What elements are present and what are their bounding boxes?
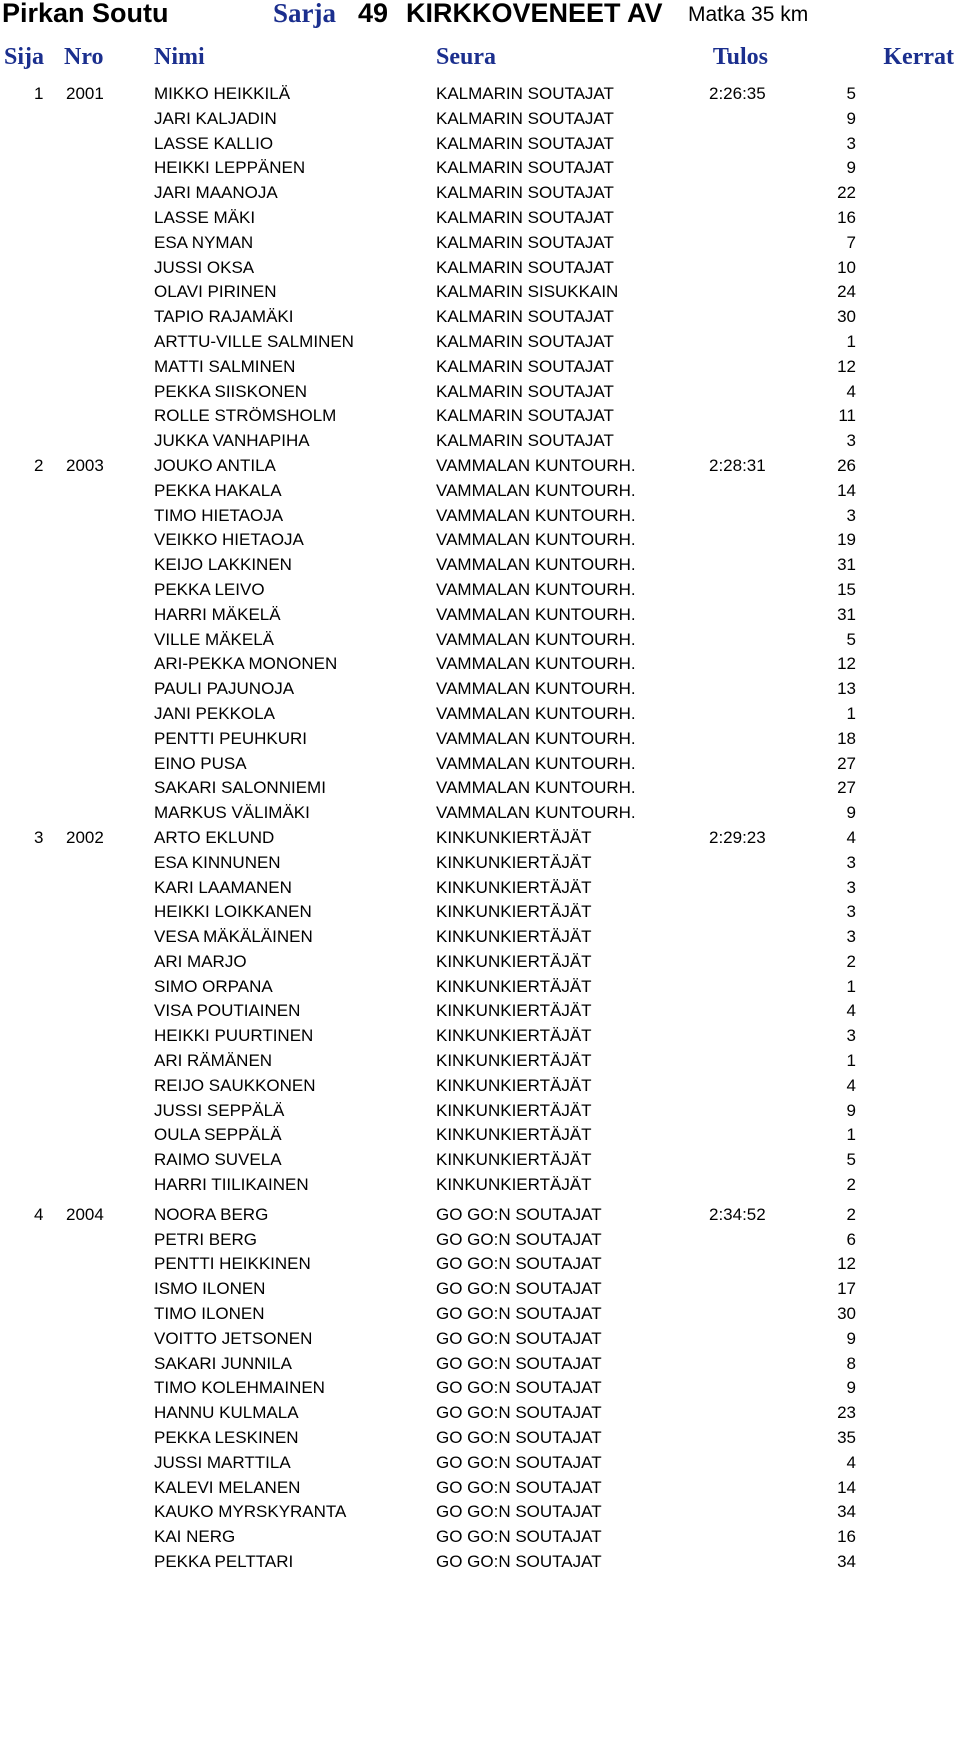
- header-nro: Nro: [64, 44, 104, 70]
- name-cell: HANNU KULMALA: [154, 1403, 299, 1423]
- name-cell: KAI NERG: [154, 1527, 236, 1547]
- kerrat-cell: 16: [837, 207, 856, 227]
- kerrat-cell: 4: [846, 1452, 856, 1472]
- table-row: [0, 578, 960, 603]
- kerrat-cell: 3: [846, 877, 856, 897]
- kerrat-cell: 1: [846, 1125, 856, 1145]
- club-cell: KINKUNKIERTÄJÄT: [436, 877, 592, 897]
- name-cell: VESA MÄKÄLÄINEN: [154, 927, 313, 947]
- kerrat-cell: 8: [846, 1353, 856, 1373]
- kerrat-cell: 5: [846, 629, 856, 649]
- table-row: [0, 1049, 960, 1074]
- results-table: [0, 82, 960, 1575]
- table-row: [0, 553, 960, 578]
- result-time-cell: 2:34:52: [709, 1204, 766, 1224]
- kerrat-cell: 12: [837, 1254, 856, 1274]
- club-cell: GO GO:N SOUTAJAT: [436, 1204, 602, 1224]
- name-cell: PEKKA HAKALA: [154, 480, 282, 500]
- club-cell: KALMARIN SOUTAJAT: [436, 84, 614, 103]
- club-cell: KINKUNKIERTÄJÄT: [436, 902, 592, 922]
- club-cell: VAMMALAN KUNTOURH.: [436, 703, 636, 723]
- club-cell: GO GO:N SOUTAJAT: [436, 1428, 602, 1448]
- kerrat-cell: 30: [837, 307, 856, 327]
- kerrat-cell: 35: [837, 1428, 856, 1448]
- table-row: [0, 231, 960, 256]
- club-cell: KALMARIN SOUTAJAT: [436, 207, 614, 227]
- club-cell: VAMMALAN KUNTOURH.: [436, 555, 636, 575]
- club-cell: VAMMALAN KUNTOURH.: [436, 455, 636, 475]
- name-cell: JANI PEKKOLA: [154, 703, 275, 723]
- kerrat-cell: 27: [837, 753, 856, 773]
- name-cell: MATTI SALMINEN: [154, 356, 296, 376]
- club-cell: KALMARIN SOUTAJAT: [436, 331, 614, 351]
- club-cell: VAMMALAN KUNTOURH.: [436, 579, 636, 599]
- name-cell: SIMO ORPANA: [154, 976, 273, 996]
- header-kerrat: Kerrat: [883, 44, 954, 70]
- table-row: [0, 1148, 960, 1173]
- kerrat-cell: 3: [846, 133, 856, 153]
- name-cell: ROLLE STRÖMSHOLM: [154, 406, 337, 426]
- club-cell: KINKUNKIERTÄJÄT: [436, 1026, 592, 1046]
- club-cell: KALMARIN SOUTAJAT: [436, 406, 614, 426]
- table-row: [0, 1252, 960, 1277]
- nro-cell: 2002: [66, 827, 104, 847]
- club-cell: KALMARIN SOUTAJAT: [436, 133, 614, 153]
- table-row: [0, 206, 960, 231]
- name-cell: LASSE KALLIO: [154, 133, 274, 153]
- club-cell: VAMMALAN KUNTOURH.: [436, 505, 636, 525]
- club-cell: KALMARIN SOUTAJAT: [436, 183, 614, 203]
- kerrat-cell: 5: [846, 84, 856, 103]
- club-cell: KALMARIN SOUTAJAT: [436, 307, 614, 327]
- club-cell: GO GO:N SOUTAJAT: [436, 1304, 602, 1324]
- table-row: [0, 876, 960, 901]
- club-cell: KALMARIN SOUTAJAT: [436, 431, 614, 451]
- kerrat-cell: 3: [846, 902, 856, 922]
- table-row: [0, 479, 960, 504]
- name-cell: VEIKKO HIETAOJA: [154, 530, 304, 550]
- name-cell: PENTTI HEIKKINEN: [154, 1254, 311, 1274]
- table-row: [0, 1277, 960, 1302]
- kerrat-cell: 13: [837, 679, 856, 699]
- table-row: [0, 1550, 960, 1575]
- club-cell: GO GO:N SOUTAJAT: [436, 1328, 602, 1348]
- table-row: [0, 1327, 960, 1352]
- table-row: [0, 1123, 960, 1148]
- name-cell: HARRI TIILIKAINEN: [154, 1175, 309, 1195]
- team-first-row: [0, 1203, 960, 1228]
- table-row: [0, 999, 960, 1024]
- kerrat-cell: 16: [837, 1527, 856, 1547]
- kerrat-cell: 15: [837, 579, 856, 599]
- class-name: KIRKKOVENEET AV: [406, 0, 663, 28]
- kerrat-cell: 30: [837, 1304, 856, 1324]
- name-cell: PEKKA SIISKONEN: [154, 381, 308, 401]
- club-cell: KINKUNKIERTÄJÄT: [436, 951, 592, 971]
- kerrat-cell: 14: [837, 1477, 856, 1497]
- nro-cell: 2001: [66, 84, 104, 103]
- club-cell: GO GO:N SOUTAJAT: [436, 1229, 602, 1249]
- sarja-label: Sarja: [273, 0, 336, 28]
- name-cell: JUKKA VANHAPIHA: [154, 431, 310, 451]
- kerrat-cell: 4: [846, 1075, 856, 1095]
- name-cell: MIKKO HEIKKILÄ: [154, 84, 291, 103]
- column-headers: [0, 44, 960, 80]
- table-row: [0, 950, 960, 975]
- club-cell: KALMARIN SOUTAJAT: [436, 232, 614, 252]
- name-cell: HEIKKI LEPPÄNEN: [154, 158, 306, 178]
- club-cell: GO GO:N SOUTAJAT: [436, 1477, 602, 1497]
- club-cell: KINKUNKIERTÄJÄT: [436, 1051, 592, 1071]
- club-cell: VAMMALAN KUNTOURH.: [436, 480, 636, 500]
- table-row: [0, 380, 960, 405]
- kerrat-cell: 12: [837, 654, 856, 674]
- sija-cell: 2: [34, 455, 44, 475]
- club-cell: GO GO:N SOUTAJAT: [436, 1254, 602, 1274]
- club-cell: VAMMALAN KUNTOURH.: [436, 654, 636, 674]
- kerrat-cell: 1: [846, 703, 856, 723]
- name-cell: JUSSI OKSA: [154, 257, 255, 277]
- name-cell: KAUKO MYRSKYRANTA: [154, 1502, 347, 1522]
- name-cell: EINO PUSA: [154, 753, 247, 773]
- name-cell: ARTO EKLUND: [154, 827, 275, 847]
- table-row: [0, 156, 960, 181]
- club-cell: VAMMALAN KUNTOURH.: [436, 728, 636, 748]
- name-cell: PEKKA PELTTARI: [154, 1552, 294, 1572]
- table-row: [0, 1525, 960, 1550]
- name-cell: SAKARI SALONNIEMI: [154, 778, 326, 798]
- table-row: [0, 702, 960, 727]
- club-cell: KALMARIN SOUTAJAT: [436, 356, 614, 376]
- header-sija: Sija: [4, 44, 45, 70]
- kerrat-cell: 6: [846, 1229, 856, 1249]
- name-cell: HEIKKI LOIKKANEN: [154, 902, 312, 922]
- kerrat-cell: 9: [846, 803, 856, 823]
- club-cell: VAMMALAN KUNTOURH.: [436, 604, 636, 624]
- header-tulos: Tulos: [712, 44, 768, 70]
- kerrat-cell: 19: [837, 530, 856, 550]
- kerrat-cell: 3: [846, 852, 856, 872]
- kerrat-cell: 26: [837, 455, 856, 475]
- team-first-row: [0, 826, 960, 851]
- kerrat-cell: 27: [837, 778, 856, 798]
- nro-cell: 2004: [66, 1204, 104, 1224]
- team-first-row: [0, 82, 960, 107]
- kerrat-cell: 11: [838, 406, 856, 426]
- kerrat-cell: 4: [846, 827, 856, 847]
- club-cell: VAMMALAN KUNTOURH.: [436, 530, 636, 550]
- kerrat-cell: 7: [846, 232, 856, 252]
- distance-label: Matka 35 km: [688, 3, 809, 26]
- team-first-row: [0, 454, 960, 479]
- club-cell: VAMMALAN KUNTOURH.: [436, 803, 636, 823]
- club-cell: VAMMALAN KUNTOURH.: [436, 753, 636, 773]
- name-cell: OLAVI PIRINEN: [154, 282, 277, 302]
- club-cell: KALMARIN SOUTAJAT: [436, 158, 614, 178]
- kerrat-cell: 12: [837, 356, 856, 376]
- kerrat-cell: 10: [837, 257, 856, 277]
- table-row: [0, 181, 960, 206]
- club-cell: VAMMALAN KUNTOURH.: [436, 629, 636, 649]
- name-cell: JARI KALJADIN: [154, 108, 277, 128]
- table-row: [0, 107, 960, 132]
- table-row: [0, 404, 960, 429]
- name-cell: PETRI BERG: [154, 1229, 257, 1249]
- club-cell: GO GO:N SOUTAJAT: [436, 1527, 602, 1547]
- club-cell: KALMARIN SOUTAJAT: [436, 257, 614, 277]
- table-row: [0, 1376, 960, 1401]
- club-cell: KINKUNKIERTÄJÄT: [436, 927, 592, 947]
- club-cell: KINKUNKIERTÄJÄT: [436, 852, 592, 872]
- header-seura: Seura: [436, 44, 496, 70]
- club-cell: KINKUNKIERTÄJÄT: [436, 1075, 592, 1095]
- kerrat-cell: 9: [846, 1328, 856, 1348]
- club-cell: VAMMALAN KUNTOURH.: [436, 679, 636, 699]
- kerrat-cell: 3: [846, 1026, 856, 1046]
- name-cell: HARRI MÄKELÄ: [154, 604, 281, 624]
- club-cell: VAMMALAN KUNTOURH.: [436, 778, 636, 798]
- nro-cell: 2003: [66, 455, 104, 475]
- kerrat-cell: 3: [846, 505, 856, 525]
- club-cell: KINKUNKIERTÄJÄT: [436, 1150, 592, 1170]
- name-cell: SAKARI JUNNILA: [154, 1353, 292, 1373]
- club-cell: GO GO:N SOUTAJAT: [436, 1502, 602, 1522]
- kerrat-cell: 4: [846, 381, 856, 401]
- name-cell: TAPIO RAJAMÄKI: [154, 307, 294, 327]
- kerrat-cell: 1: [846, 976, 856, 996]
- table-row: [0, 1024, 960, 1049]
- table-row: [0, 925, 960, 950]
- name-cell: OULA SEPPÄLÄ: [154, 1125, 282, 1145]
- name-cell: NOORA BERG: [154, 1204, 269, 1224]
- name-cell: JOUKO ANTILA: [154, 455, 276, 475]
- name-cell: ARI RÄMÄNEN: [154, 1051, 273, 1071]
- club-cell: KINKUNKIERTÄJÄT: [436, 827, 592, 847]
- kerrat-cell: 1: [846, 1051, 856, 1071]
- table-row: [0, 677, 960, 702]
- table-row: [0, 652, 960, 677]
- kerrat-cell: 17: [837, 1279, 856, 1299]
- table-row: [0, 1500, 960, 1525]
- page-header: [0, 0, 960, 34]
- club-cell: GO GO:N SOUTAJAT: [436, 1452, 602, 1472]
- name-cell: ESA KINNUNEN: [154, 852, 281, 872]
- name-cell: JUSSI SEPPÄLÄ: [154, 1100, 285, 1120]
- name-cell: ARI MARJO: [154, 951, 247, 971]
- kerrat-cell: 1: [846, 331, 856, 351]
- kerrat-cell: 14: [837, 480, 856, 500]
- name-cell: HEIKKI PUURTINEN: [154, 1026, 314, 1046]
- club-cell: GO GO:N SOUTAJAT: [436, 1552, 602, 1572]
- table-row: [0, 1451, 960, 1476]
- sija-cell: 3: [34, 827, 44, 847]
- table-row: [0, 256, 960, 281]
- name-cell: RAIMO SUVELA: [154, 1150, 282, 1170]
- kerrat-cell: 18: [837, 728, 856, 748]
- club-cell: KINKUNKIERTÄJÄT: [436, 1175, 592, 1195]
- name-cell: PEKKA LESKINEN: [154, 1428, 299, 1448]
- kerrat-cell: 22: [837, 183, 856, 203]
- table-row: [0, 280, 960, 305]
- table-row: [0, 975, 960, 1000]
- club-cell: GO GO:N SOUTAJAT: [436, 1353, 602, 1373]
- name-cell: REIJO SAUKKONEN: [154, 1075, 316, 1095]
- table-row: [0, 1401, 960, 1426]
- kerrat-cell: 2: [846, 951, 856, 971]
- club-cell: KINKUNKIERTÄJÄT: [436, 1100, 592, 1120]
- table-row: [0, 603, 960, 628]
- table-row: [0, 504, 960, 529]
- name-cell: ESA NYMAN: [154, 232, 254, 252]
- name-cell: MARKUS VÄLIMÄKI: [154, 803, 310, 823]
- name-cell: VILLE MÄKELÄ: [154, 629, 275, 649]
- table-row: [0, 1074, 960, 1099]
- club-cell: KALMARIN SOUTAJAT: [436, 381, 614, 401]
- table-row: [0, 355, 960, 380]
- club-cell: KINKUNKIERTÄJÄT: [436, 976, 592, 996]
- event-title: Pirkan Soutu: [2, 0, 169, 28]
- kerrat-cell: 9: [846, 1378, 856, 1398]
- name-cell: PAULI PAJUNOJA: [154, 679, 295, 699]
- kerrat-cell: 24: [837, 282, 856, 302]
- name-cell: ARI-PEKKA MONONEN: [154, 654, 338, 674]
- kerrat-cell: 34: [837, 1502, 856, 1522]
- kerrat-cell: 9: [846, 108, 856, 128]
- kerrat-cell: 34: [837, 1552, 856, 1572]
- sija-cell: 4: [34, 1204, 44, 1224]
- name-cell: KEIJO LAKKINEN: [154, 555, 292, 575]
- kerrat-cell: 5: [846, 1150, 856, 1170]
- table-row: [0, 528, 960, 553]
- name-cell: JUSSI MARTTILA: [154, 1452, 291, 1472]
- club-cell: KINKUNKIERTÄJÄT: [436, 1125, 592, 1145]
- sarja-number: 49: [358, 0, 389, 28]
- club-cell: KALMARIN SISUKKAIN: [436, 282, 619, 302]
- name-cell: KALEVI MELANEN: [154, 1477, 301, 1497]
- table-row: [0, 1476, 960, 1501]
- table-row: [0, 801, 960, 826]
- name-cell: TIMO KOLEHMAINEN: [154, 1378, 325, 1398]
- name-cell: PEKKA LEIVO: [154, 579, 265, 599]
- table-row: [0, 1173, 960, 1198]
- kerrat-cell: 9: [846, 1100, 856, 1120]
- kerrat-cell: 2: [846, 1175, 856, 1195]
- club-cell: GO GO:N SOUTAJAT: [436, 1403, 602, 1423]
- table-row: [0, 628, 960, 653]
- table-row: [0, 1099, 960, 1124]
- kerrat-cell: 3: [846, 927, 856, 947]
- kerrat-cell: 31: [837, 604, 856, 624]
- sija-cell: 1: [34, 84, 44, 103]
- name-cell: JARI MAANOJA: [154, 183, 278, 203]
- table-row: [0, 1352, 960, 1377]
- result-time-cell: 2:29:23: [709, 827, 766, 847]
- kerrat-cell: 31: [837, 555, 856, 575]
- club-cell: KINKUNKIERTÄJÄT: [436, 1001, 592, 1021]
- table-row: [0, 305, 960, 330]
- name-cell: ISMO ILONEN: [154, 1279, 266, 1299]
- kerrat-cell: 23: [837, 1403, 856, 1423]
- club-cell: GO GO:N SOUTAJAT: [436, 1279, 602, 1299]
- club-cell: GO GO:N SOUTAJAT: [436, 1378, 602, 1398]
- name-cell: VOITTO JETSONEN: [154, 1328, 313, 1348]
- name-cell: PENTTI PEUHKURI: [154, 728, 308, 748]
- name-cell: TIMO HIETAOJA: [154, 505, 284, 525]
- result-time-cell: 2:28:31: [709, 455, 766, 475]
- table-row: [0, 1228, 960, 1253]
- table-row: [0, 1426, 960, 1451]
- table-row: [0, 900, 960, 925]
- table-row: [0, 429, 960, 454]
- header-nimi: Nimi: [154, 44, 205, 70]
- kerrat-cell: 2: [846, 1204, 856, 1224]
- table-row: [0, 330, 960, 355]
- kerrat-cell: 9: [846, 158, 856, 178]
- table-row: [0, 752, 960, 777]
- table-row: [0, 132, 960, 157]
- result-time-cell: 2:26:35: [709, 84, 766, 103]
- name-cell: KARI LAAMANEN: [154, 877, 292, 897]
- name-cell: ARTTU-VILLE SALMINEN: [154, 331, 354, 351]
- table-row: [0, 1302, 960, 1327]
- kerrat-cell: 3: [846, 431, 856, 451]
- name-cell: TIMO ILONEN: [154, 1304, 265, 1324]
- table-row: [0, 727, 960, 752]
- name-cell: LASSE MÄKI: [154, 207, 256, 227]
- name-cell: VISA POUTIAINEN: [154, 1001, 301, 1021]
- kerrat-cell: 4: [846, 1001, 856, 1021]
- club-cell: KALMARIN SOUTAJAT: [436, 108, 614, 128]
- table-row: [0, 776, 960, 801]
- table-row: [0, 851, 960, 876]
